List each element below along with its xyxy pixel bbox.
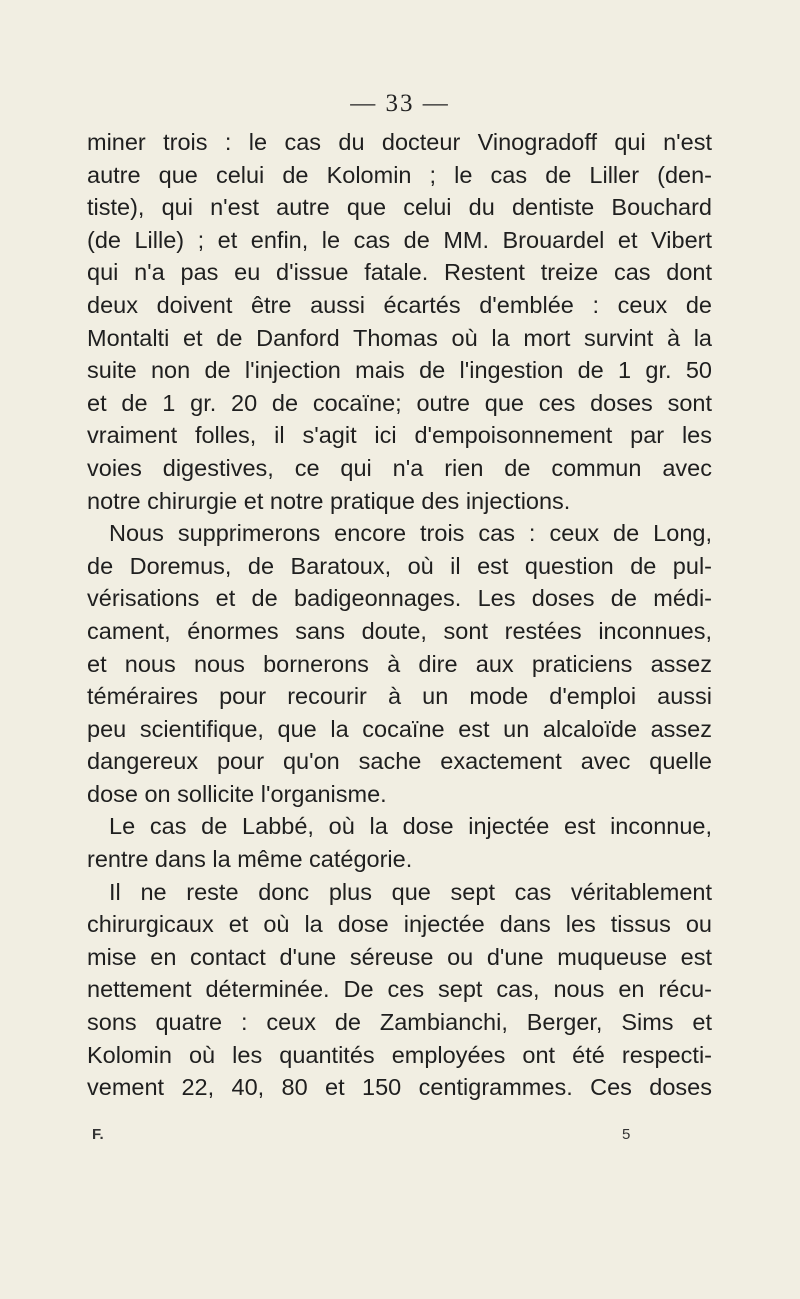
text-line: cament, énormes sans doute, sont restées inconnues, [87,617,712,644]
text-line: dangereux pour qu'on sache exactement avec quelle [87,748,712,775]
text-line: et nous nous bornerons à dire aux praticiens assez [87,650,712,677]
text-line: Montalti et de Danford Thomas où la mort survint à la [87,324,712,351]
text-line: voies digestives, ce qui n'a rien de commun avec [87,454,712,481]
text-line: suite non de l'injection mais de l'ingestion de 1 gr. 50 [87,357,712,384]
text-line: vérisations et de badigeonnages. Les doses de médi- [87,585,712,612]
text-line: qui n'a pas eu d'issue fatale. Restent treize cas dont [87,259,712,286]
text-line: notre chirurgie et notre pratique des injections. [87,487,571,514]
signature-number: 5 [622,1126,631,1143]
text-line: de Doremus, de Baratoux, où il est question de pul- [87,552,712,579]
text-line: miner trois : le cas du docteur Vinogradoff qui n'est [87,129,712,155]
body-text [87,126,712,1104]
text-line: nettement déterminée. De ces sept cas, nous en récu- [87,976,712,1003]
text-line: rentre dans la même catégorie. [87,846,413,873]
text-line: mise en contact d'une séreuse ou d'une muqueuse est [87,943,712,970]
text-line: sons quatre : ceux de Zambianchi, Berger, Sims et [87,1009,712,1036]
text-line: dose on sollicite l'organisme. [87,780,387,807]
text-line: chirurgicaux et où la dose injectée dans les tissus ou [87,911,712,938]
text-line: vraiment folles, il s'agit ici d'empoisonnement par les [87,422,712,449]
text-line: deux doivent être aussi écartés d'emblée : ceux de [87,291,712,318]
text-line: Nous supprimerons encore trois cas : ceux de Long, [109,520,712,547]
text-line: Il ne reste donc plus que sept cas véritablement [109,878,712,905]
page-footer [92,1126,692,1150]
text-line: Le cas de Labbé, où la dose injectée est inconnue, [109,813,712,840]
text-line: et de 1 gr. 20 de cocaïne; outre que ces doses sont [87,389,712,416]
text-line: (de Lille) ; et enfin, le cas de MM. Brouardel et Vibert [87,226,712,253]
text-line: Kolomin où les quantités employées ont été respecti- [87,1041,712,1068]
signature-mark: F. [92,1126,104,1143]
page-number: — 33 — [350,90,450,117]
text-line: téméraires pour recourir à un mode d'emploi aussi [87,683,712,710]
text-line: vement 22, 40, 80 et 150 centigrammes. Ces doses [87,1074,712,1101]
text-line: autre que celui de Kolomin ; le cas de Liller (den- [87,161,712,188]
text-line: tiste), qui n'est autre que celui du dentiste Bouchard [87,194,712,221]
text-line: peu scientifique, que la cocaïne est un alcaloïde assez [87,715,712,742]
